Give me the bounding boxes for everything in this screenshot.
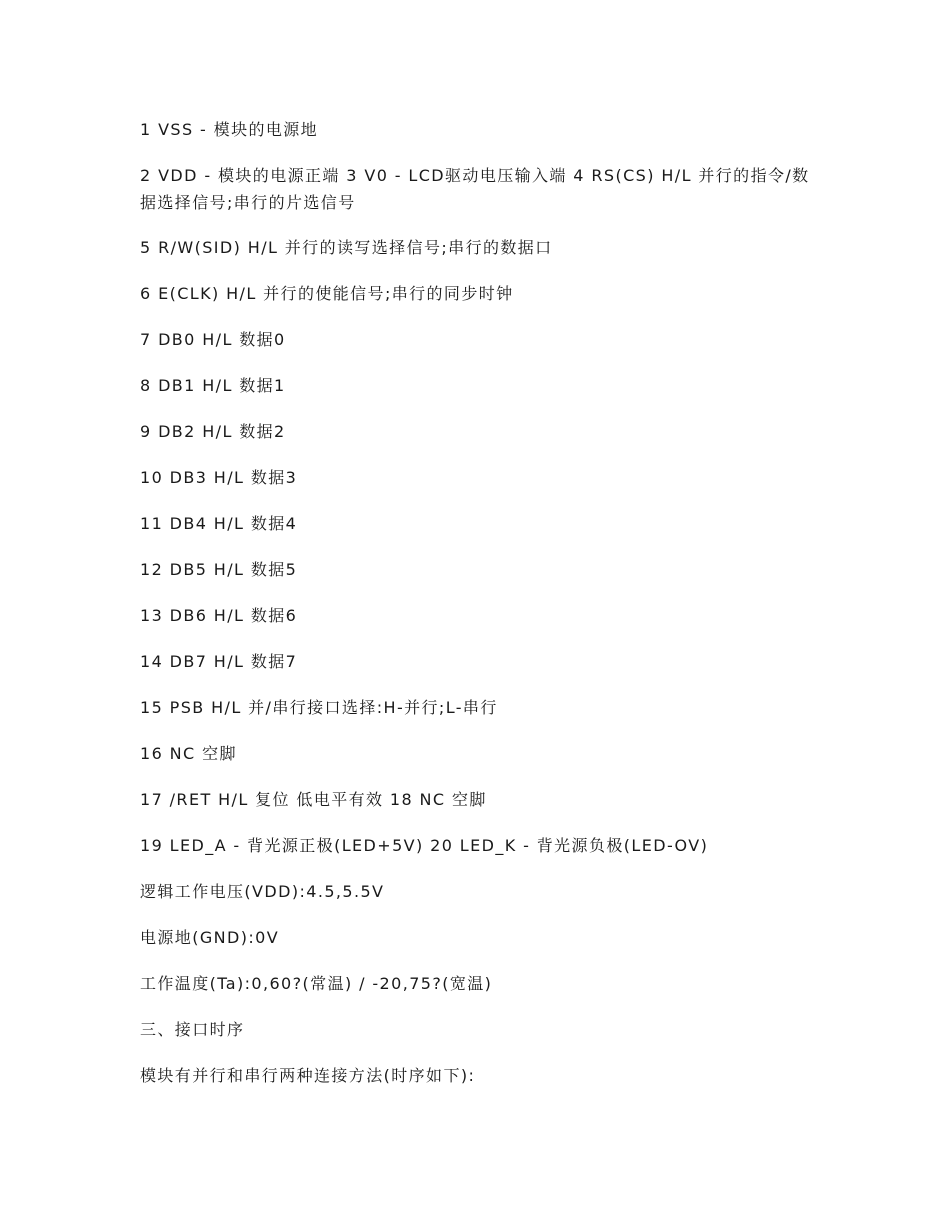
pin-8-line: 8 DB1 H/L 数据1	[140, 376, 286, 395]
pin-5-line: 5 R/W(SID) H/L 并行的读写选择信号;串行的数据口	[140, 238, 553, 257]
pin-2-4-line: 2 VDD - 模块的电源正端 3 V0 - LCD驱动电压输入端 4 RS(CS) H/L 并行的指令/数据选择信号;串行的片选信号	[140, 166, 810, 212]
pin-15-line: 15 PSB H/L 并/串行接口选择:H-并行;L-串行	[140, 698, 498, 717]
connection-methods-line: 模块有并行和串行两种连接方法(时序如下):	[140, 1066, 476, 1085]
pin-19-20-line: 19 LED_A - 背光源正极(LED+5V) 20 LED_K - 背光源负极(LED-OV)	[140, 836, 709, 855]
pin-6-line: 6 E(CLK) H/L 并行的使能信号;串行的同步时钟	[140, 284, 514, 303]
pin-11-line: 11 DB4 H/L 数据4	[140, 514, 298, 533]
pin-16-line: 16 NC 空脚	[140, 744, 237, 763]
pin-10-line: 10 DB3 H/L 数据3	[140, 468, 298, 487]
pin-17-18-line: 17 /RET H/L 复位 低电平有效 18 NC 空脚	[140, 790, 487, 809]
section-heading: 三、接口时序	[140, 1020, 245, 1039]
pin-13-line: 13 DB6 H/L 数据6	[140, 606, 298, 625]
logic-voltage-line: 逻辑工作电压(VDD):4.5,5.5V	[140, 882, 385, 901]
pin-7-line: 7 DB0 H/L 数据0	[140, 330, 286, 349]
document-body	[140, 116, 820, 1108]
pin-12-line: 12 DB5 H/L 数据5	[140, 560, 298, 579]
ground-line: 电源地(GND):0V	[140, 928, 280, 947]
temperature-line: 工作温度(Ta):0,60?(常温) / -20,75?(宽温)	[140, 974, 493, 993]
pin-1-line: 1 VSS - 模块的电源地	[140, 120, 319, 139]
pin-14-line: 14 DB7 H/L 数据7	[140, 652, 298, 671]
pin-9-line: 9 DB2 H/L 数据2	[140, 422, 286, 441]
